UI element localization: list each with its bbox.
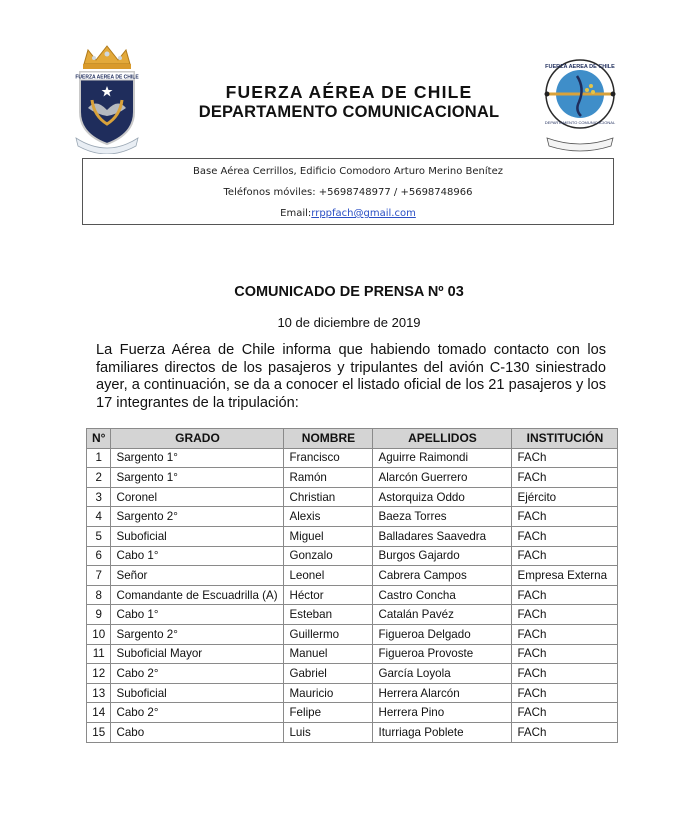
cell-grado: Cabo 2° <box>111 664 284 684</box>
table-row <box>87 683 618 703</box>
passenger-crew-table <box>86 428 618 743</box>
cell-number: 10 <box>87 624 111 644</box>
cell-number: 15 <box>87 722 111 742</box>
department-name: DEPARTAMENTO COMUNICACIONAL <box>198 103 500 121</box>
cell-institucion: FACh <box>512 703 618 723</box>
column-header-grado: GRADO <box>111 429 284 449</box>
cell-grado: Señor <box>111 566 284 586</box>
press-release-intro: La Fuerza Aérea de Chile informa que habiendo tomado contacto con los familiares directos de los pasajeros y tripulantes del avión C-130 siniestrado ayer, a continuación, se da a conocer el listado oficial de los 21 pasajeros y los 17 integrantes de la tripulación: <box>96 342 606 411</box>
cell-institucion: FACh <box>512 546 618 566</box>
cell-apellidos: Aguirre Raimondi <box>373 448 512 468</box>
cell-grado: Cabo 2° <box>111 703 284 723</box>
cell-institucion: FACh <box>512 644 618 664</box>
cell-nombre: Leonel <box>284 566 373 586</box>
cell-number: 12 <box>87 664 111 684</box>
cell-number: 9 <box>87 605 111 625</box>
table-row <box>87 703 618 723</box>
table-row <box>87 605 618 625</box>
cell-apellidos: Catalán Pavéz <box>373 605 512 625</box>
table-row <box>87 487 618 507</box>
cell-nombre: Esteban <box>284 605 373 625</box>
table-row <box>87 507 618 527</box>
table-row <box>87 644 618 664</box>
cell-number: 5 <box>87 526 111 546</box>
cell-institucion: FACh <box>512 664 618 684</box>
column-header-institucion: INSTITUCIÓN <box>512 429 618 449</box>
cell-number: 3 <box>87 487 111 507</box>
cell-number: 7 <box>87 566 111 586</box>
cell-nombre: Guillermo <box>284 624 373 644</box>
cell-nombre: Francisco <box>284 448 373 468</box>
cell-number: 2 <box>87 468 111 488</box>
email-label: Email: <box>280 208 312 219</box>
cell-number: 8 <box>87 585 111 605</box>
organization-name: FUERZA AÉREA DE CHILE <box>225 82 473 102</box>
table-row <box>87 526 618 546</box>
cell-grado: Sargento 1° <box>111 448 284 468</box>
svg-text:DEPARTAMENTO COMUNICACIONAL: DEPARTAMENTO COMUNICACIONAL <box>544 120 616 125</box>
cell-grado: Cabo 1° <box>111 546 284 566</box>
cell-grado: Cabo 1° <box>111 605 284 625</box>
table-body <box>87 448 618 742</box>
cell-grado: Suboficial Mayor <box>111 644 284 664</box>
cell-institucion: FACh <box>512 448 618 468</box>
cell-institucion: FACh <box>512 526 618 546</box>
cell-grado: Sargento 1° <box>111 468 284 488</box>
cell-apellidos: Figueroa Provoste <box>373 644 512 664</box>
svg-text:FUERZA AEREA DE CHILE: FUERZA AEREA DE CHILE <box>75 74 139 81</box>
cell-number: 13 <box>87 683 111 703</box>
cell-grado: Comandante de Escuadrilla (A) <box>111 585 284 605</box>
table-row <box>87 722 618 742</box>
table-row <box>87 566 618 586</box>
svg-text:FUERZA AEREA DE CHILE: FUERZA AEREA DE CHILE <box>545 64 615 70</box>
contact-info-box <box>82 158 614 225</box>
press-release-date: 10 de diciembre de 2019 <box>277 315 421 330</box>
cell-nombre: Felipe <box>284 703 373 723</box>
cell-nombre: Manuel <box>284 644 373 664</box>
cell-apellidos: Figueroa Delgado <box>373 624 512 644</box>
cell-number: 6 <box>87 546 111 566</box>
cell-nombre: Ramón <box>284 468 373 488</box>
cell-apellidos: García Loyola <box>373 664 512 684</box>
column-header-nombre: NOMBRE <box>284 429 373 449</box>
cell-institucion: FACh <box>512 683 618 703</box>
cell-apellidos: Iturriaga Poblete <box>373 722 512 742</box>
cell-nombre: Héctor <box>284 585 373 605</box>
table-row <box>87 546 618 566</box>
contact-address: Base Aérea Cerrillos, Edificio Comodoro Arturo Merino Benítez <box>193 166 503 177</box>
cell-number: 14 <box>87 703 111 723</box>
organization-header <box>0 82 698 122</box>
cell-grado: Sargento 2° <box>111 624 284 644</box>
cell-apellidos: Herrera Pino <box>373 703 512 723</box>
table-row <box>87 585 618 605</box>
cell-institucion: Ejército <box>512 487 618 507</box>
cell-apellidos: Castro Concha <box>373 585 512 605</box>
contact-email-line <box>83 203 613 224</box>
cell-institucion: FACh <box>512 605 618 625</box>
column-header-apellidos: APELLIDOS <box>373 429 512 449</box>
cell-grado: Cabo <box>111 722 284 742</box>
cell-grado: Suboficial <box>111 526 284 546</box>
table-row <box>87 664 618 684</box>
cell-apellidos: Alarcón Guerrero <box>373 468 512 488</box>
column-header-number: N° <box>87 429 111 449</box>
cell-institucion: FACh <box>512 624 618 644</box>
cell-apellidos: Cabrera Campos <box>373 566 512 586</box>
cell-nombre: Gonzalo <box>284 546 373 566</box>
table-row <box>87 448 618 468</box>
cell-number: 11 <box>87 644 111 664</box>
cell-nombre: Gabriel <box>284 664 373 684</box>
cell-grado: Sargento 2° <box>111 507 284 527</box>
cell-apellidos: Baeza Torres <box>373 507 512 527</box>
cell-institucion: FACh <box>512 722 618 742</box>
cell-institucion: FACh <box>512 468 618 488</box>
cell-nombre: Alexis <box>284 507 373 527</box>
cell-nombre: Christian <box>284 487 373 507</box>
cell-grado: Suboficial <box>111 683 284 703</box>
cell-nombre: Luis <box>284 722 373 742</box>
cell-apellidos: Astorquiza Oddo <box>373 487 512 507</box>
cell-institucion: Empresa Externa <box>512 566 618 586</box>
cell-institucion: FACh <box>512 585 618 605</box>
cell-institucion: FACh <box>512 507 618 527</box>
email-link[interactable]: rrppfach@gmail.com <box>311 208 416 219</box>
cell-number: 1 <box>87 448 111 468</box>
cell-number: 4 <box>87 507 111 527</box>
cell-nombre: Mauricio <box>284 683 373 703</box>
cell-nombre: Miguel <box>284 526 373 546</box>
table-row <box>87 468 618 488</box>
cell-grado: Coronel <box>111 487 284 507</box>
cell-apellidos: Herrera Alarcón <box>373 683 512 703</box>
contact-phones: Teléfonos móviles: +5698748977 / +5698748966 <box>223 187 473 198</box>
cell-apellidos: Balladares Saavedra <box>373 526 512 546</box>
table-row <box>87 624 618 644</box>
cell-apellidos: Burgos Gajardo <box>373 546 512 566</box>
press-release-title: COMUNICADO DE PRENSA Nº 03 <box>234 284 464 300</box>
table-header-row <box>87 429 618 449</box>
